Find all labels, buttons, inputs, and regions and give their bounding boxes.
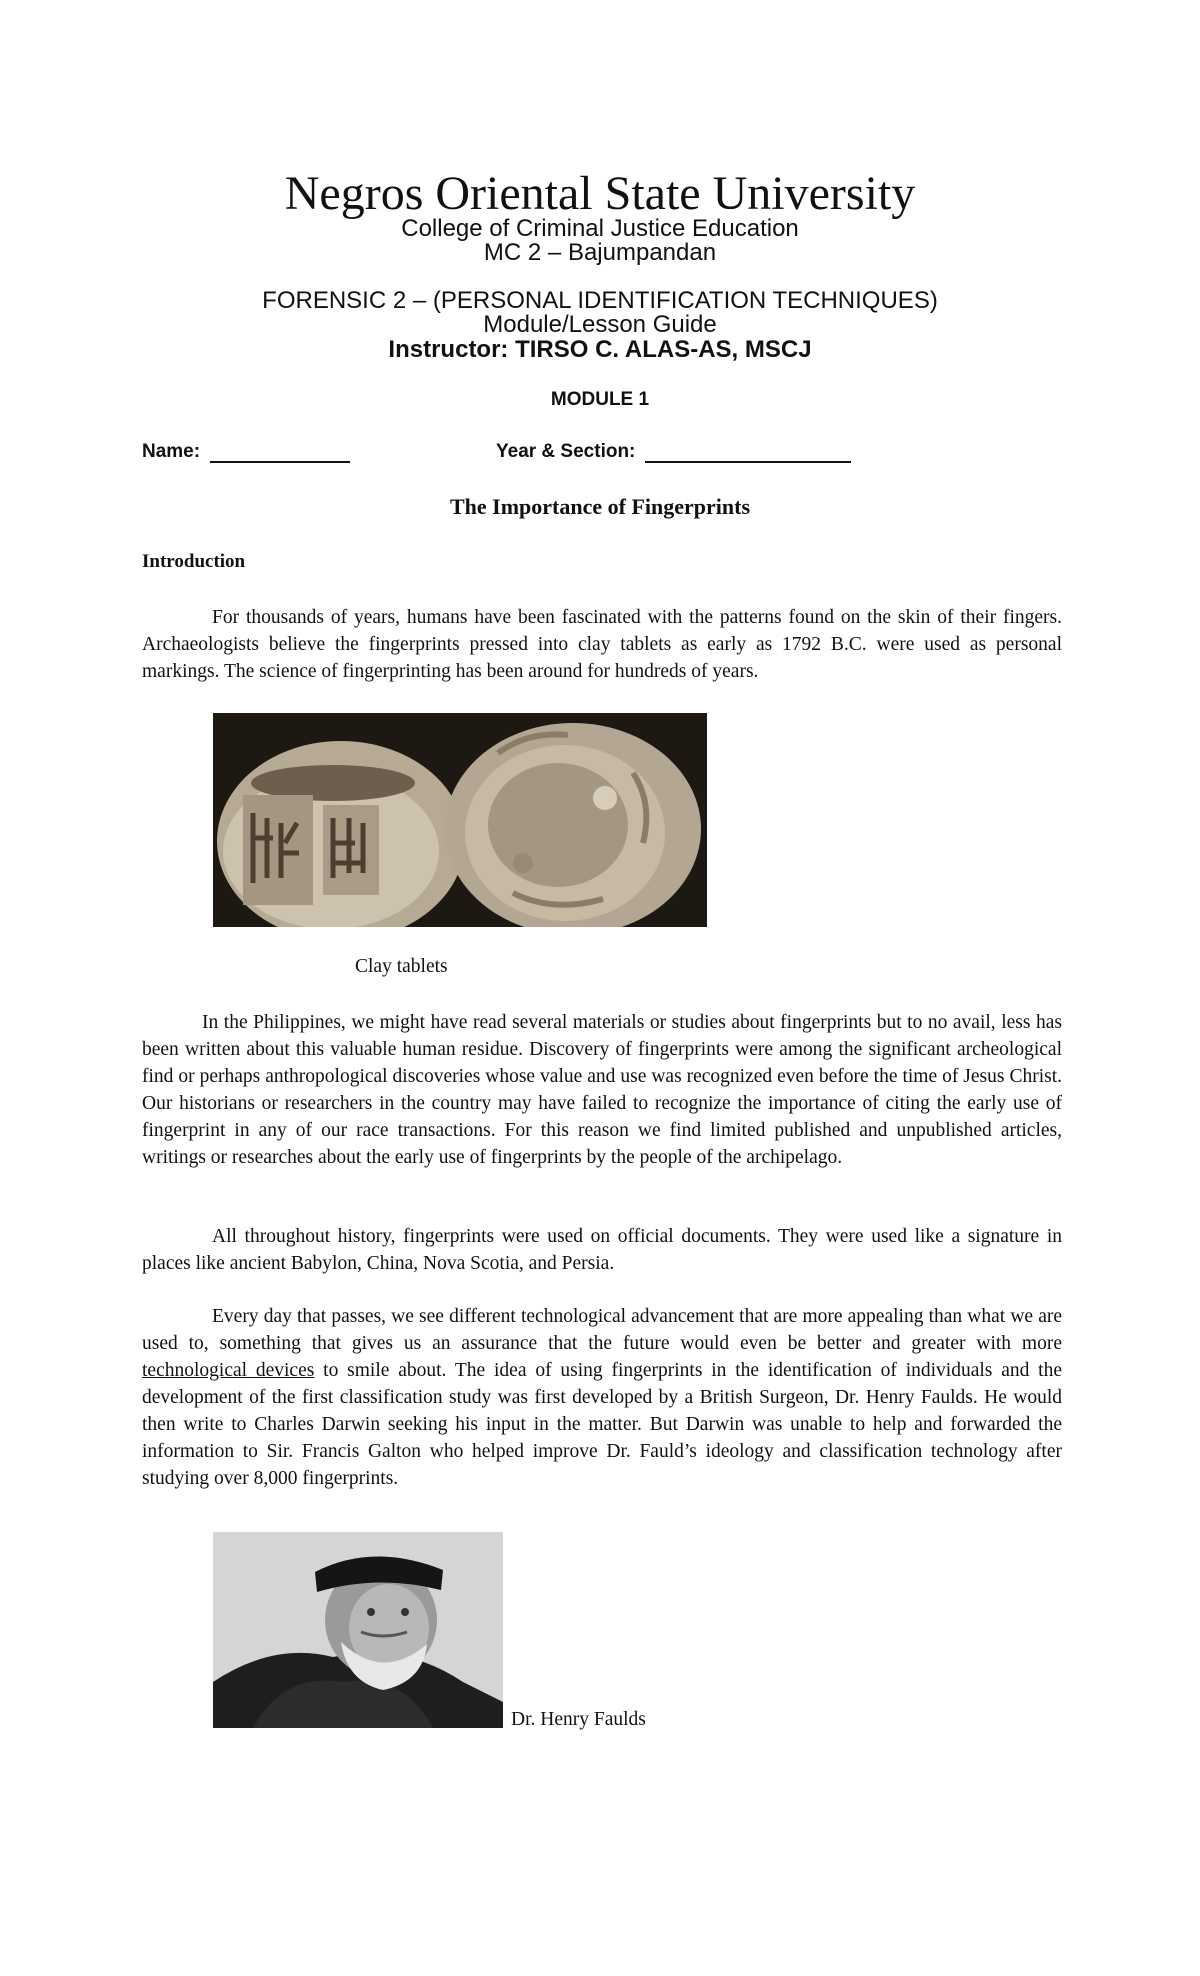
- campus-name: MC 2 – Bajumpandan: [483, 239, 717, 266]
- henry-faulds-portrait: [213, 1532, 503, 1728]
- paragraph-philippines-text: In the Philippines, we might have read several materials or studies about fingerprints but to no avail, less has been written about this valuable human residue. Discovery of fingerprints were among the significant archeological find or perhaps anthropological discoveries whose value and use was recognized even before the time of Jesus Christ. Our historians or researchers in the country may have failed to recognize the importance of citing the early use of fingerprint in any of our race transactions. For this reason we find limited published and unpublished articles, writings or researches about the early use of fingerprints by the people of the archipelago.: [142, 1012, 1062, 1168]
- paragraph-history-text: All throughout history, fingerprints were used on official documents. They were used like a signature in places like ancient Babylon, China, Nova Scotia, and Persia.: [142, 1226, 1062, 1274]
- instructor-line: Instructor: TIRSO C. ALAS-AS, MSCJ: [388, 336, 812, 363]
- paragraph-technology: [142, 1303, 1062, 1492]
- name-blank-line[interactable]: [210, 443, 350, 463]
- year-section-field: [496, 441, 851, 463]
- name-field: [142, 441, 350, 463]
- college-name: College of Criminal Justice Education: [401, 215, 799, 242]
- introduction-heading: Introduction: [142, 551, 246, 572]
- paragraph-history: [142, 1223, 1062, 1277]
- clay-tablets-caption: Clay tablets: [355, 956, 448, 977]
- lesson-title: The Importance of Fingerprints: [449, 494, 751, 519]
- paragraph-philippines: [142, 1009, 1062, 1171]
- guide-label: Module/Lesson Guide: [483, 311, 717, 338]
- course-title: FORENSIC 2 – (PERSONAL IDENTIFICATION TECHNIQUES): [262, 287, 938, 314]
- paragraph-intro: [142, 604, 1062, 685]
- year-section-label: Year & Section:: [496, 441, 636, 462]
- henry-faulds-caption: Dr. Henry Faulds: [511, 1709, 646, 1730]
- name-label: Name:: [142, 441, 201, 462]
- paragraph-intro-text: For thousands of years, humans have been fascinated with the patterns found on the skin of their fingers. Archaeologists believe the fingerprints pressed into clay tablets as early as 1792 B.C. were used as personal markings. The science of fingerprinting has been around for hundreds of years.: [142, 607, 1062, 682]
- paragraph-technology-text-1: Every day that passes, we see different technological advancement that are more appealing than what we are used to, something that gives us an assurance that the future would even be better and greater with more: [142, 1306, 1062, 1354]
- year-section-blank-line[interactable]: [645, 443, 851, 463]
- module-label: MODULE 1: [550, 389, 650, 410]
- clay-tablets-photo: [213, 713, 707, 927]
- paragraph-technology-text-2: to smile about. The idea of using fingerprints in the identification of individuals and the development of the first classification study was first developed by a British Surgeon, Dr. Henry Faulds. He would then write to Charles Darwin seeking his input in the matter. But Darwin was unable to help and forwarded the information to Sir. Francis Galton who helped improve Dr. Fauld’s ideology and classification technology after studying over 8,000 fingerprints.: [142, 1360, 1063, 1489]
- university-name: Negros Oriental State University: [284, 167, 916, 220]
- technological-devices-link[interactable]: technological devices: [142, 1360, 315, 1381]
